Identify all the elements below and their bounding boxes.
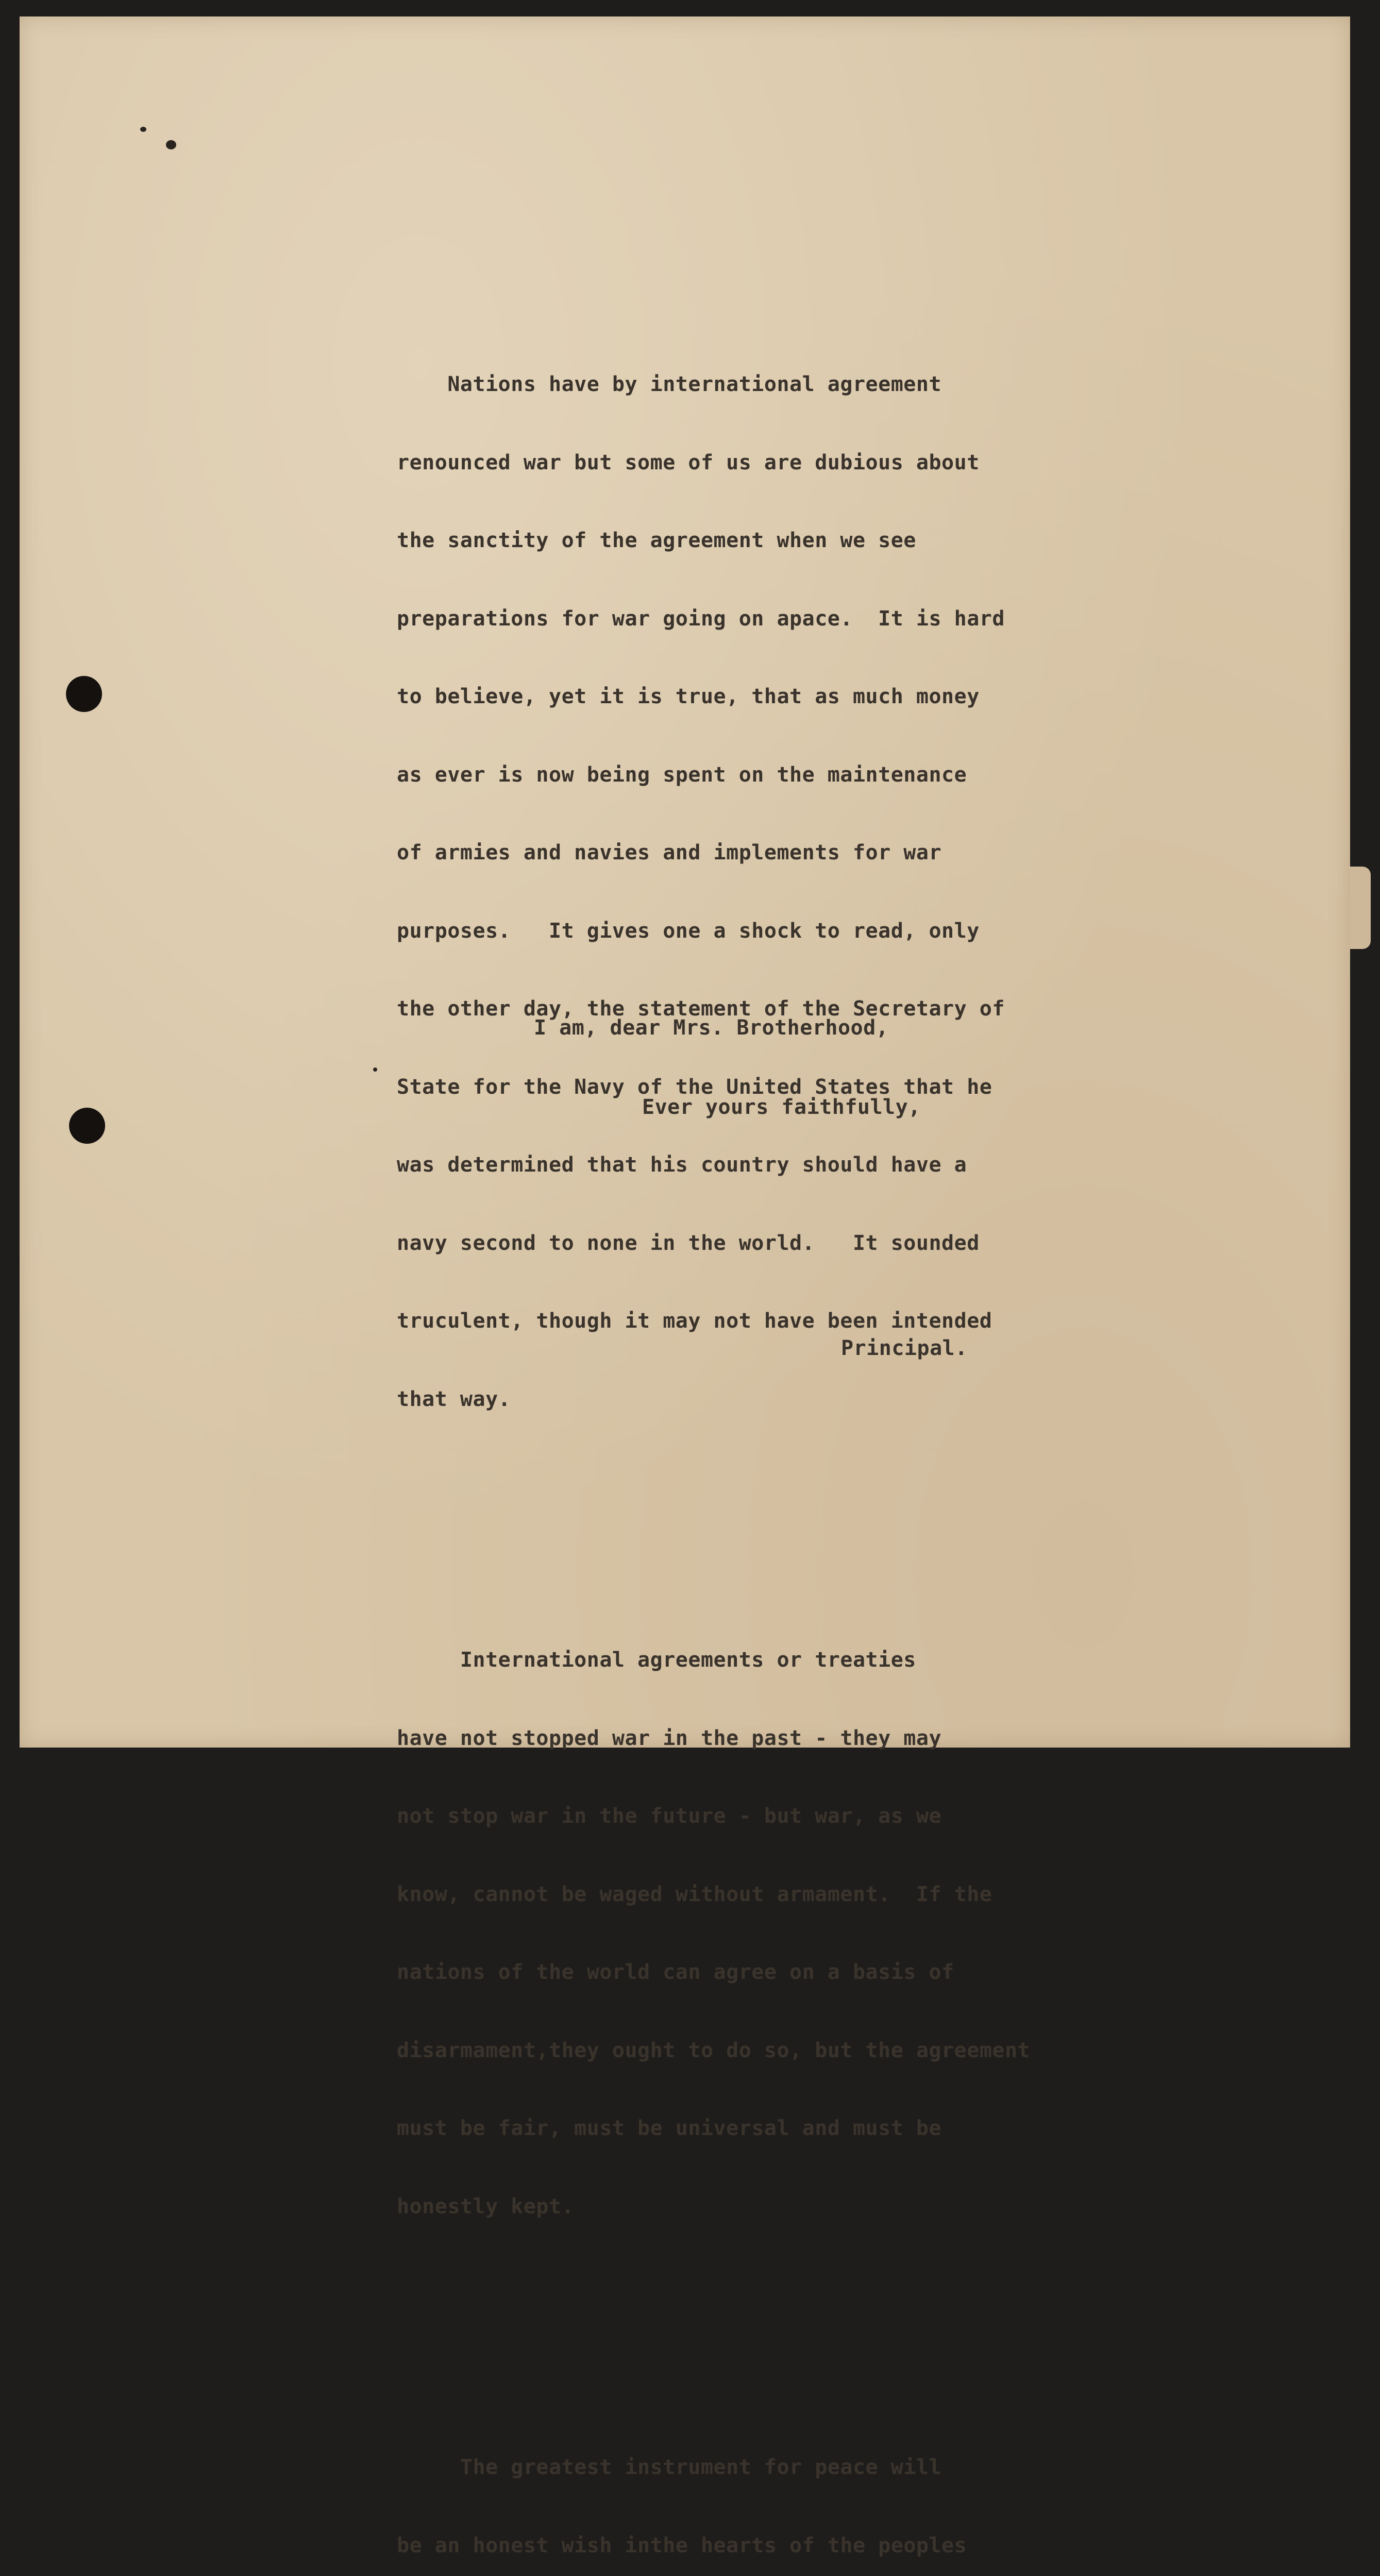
ink-speck [373, 1067, 377, 1072]
text-line: The greatest instrument for peace will [397, 2455, 942, 2479]
punch-hole-top [66, 676, 102, 712]
text-line: have not stopped war in the past - they may [397, 1726, 942, 1750]
text-line: truculent, though it may not have been intended [397, 1309, 992, 1333]
text-line: of armies and navies and implements for war [397, 841, 942, 865]
text-line: disarmament,they ought to do so, but the agreement [397, 2038, 1031, 2062]
text-line: must be fair, must be universal and must be [397, 2116, 942, 2140]
paragraph-3 [397, 2402, 1030, 2576]
paragraph-2 [397, 1595, 1030, 2272]
ink-speck [166, 140, 176, 149]
letter-body [397, 267, 1030, 2576]
paragraph-1 [397, 319, 1030, 1464]
closing-salutation: I am, dear Mrs. Brotherhood, [534, 1016, 889, 1040]
text-line: International agreements or treaties [397, 1648, 916, 1672]
signature-title: Principal. [841, 1336, 968, 1360]
text-line: purposes. It gives one a shock to read, only [397, 919, 980, 943]
sign-off: Ever yours faithfully, [642, 1095, 921, 1119]
text-line: navy second to none in the world. It sounded [397, 1231, 980, 1255]
ink-speck [140, 127, 146, 132]
text-line: honestly kept. [397, 2194, 575, 2218]
paragraph-gap [397, 2324, 1030, 2350]
text-line: the sanctity of the agreement when we see [397, 529, 916, 552]
text-line: to believe, yet it is true, that as much money [397, 685, 980, 708]
text-line: preparations for war going on apace. It is hard [397, 606, 1005, 631]
text-line: not stop war in the future - but war, as we [397, 1804, 942, 1828]
text-line: nations of the world can agree on a basis of [397, 1960, 954, 1984]
text-line: the other day, the statement of the Secretary of [397, 997, 1005, 1021]
text-line: was determined that his country should have a [397, 1153, 967, 1177]
text-line: be an honest wish inthe hearts of the peoples [397, 2533, 967, 2557]
torn-edge [1350, 867, 1371, 949]
text-line: renounced war but some of us are dubious about [397, 450, 980, 474]
punch-hole-bottom [69, 1108, 105, 1144]
paragraph-gap [397, 1516, 1030, 1543]
letter-page [20, 16, 1350, 2557]
text-line: know, cannot be waged without armament. If the [397, 1882, 992, 1906]
text-line: State for the Navy of the United States that he [397, 1075, 992, 1099]
text-line: as ever is now being spent on the maintenance [397, 762, 967, 787]
text-line: that way. [397, 1387, 511, 1411]
text-line: Nations have by international agreement [397, 372, 942, 396]
